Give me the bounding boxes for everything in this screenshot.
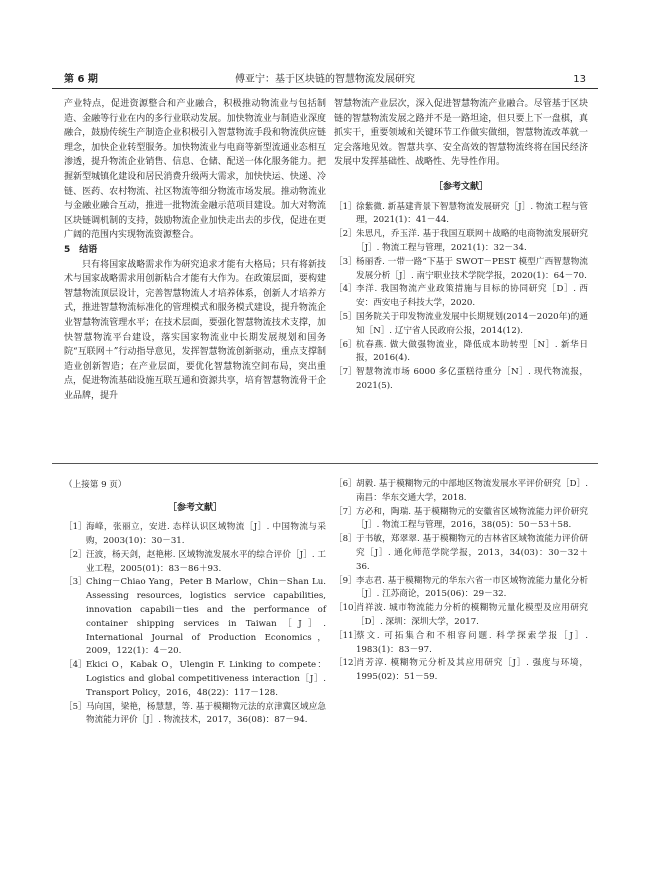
reference-number: ［10］ bbox=[334, 603, 363, 614]
reference-number: ［8］ bbox=[334, 534, 357, 545]
reference-item bbox=[334, 311, 588, 339]
reference-item bbox=[334, 602, 588, 630]
lower-right-column bbox=[334, 478, 588, 685]
reference-text: 肖祥波. 城市物流能力分析的模糊物元量化模型及应用研究［D］. 深圳：深圳大学，2017. bbox=[356, 603, 588, 627]
reference-number: ［6］ bbox=[334, 339, 357, 350]
upper-right-column bbox=[334, 97, 588, 394]
reference-text: 肖芳淳. 模糊物元分析及其应用研究［J］. 强度与环境，1995(02)：51－59. bbox=[356, 658, 588, 683]
running-header bbox=[52, 72, 598, 89]
reference-number: ［11］ bbox=[334, 630, 363, 641]
reference-item bbox=[334, 506, 588, 534]
reference-text: 李洋. 我国物流产业政策措施与目标的协同研究［D］. 西安：西安电子科技大学，2020. bbox=[356, 284, 588, 309]
issue-label: 第 6 期 bbox=[64, 74, 98, 85]
reference-number: ［5］ bbox=[64, 701, 87, 712]
reference-text: 李志君. 基于模糊物元的华东六省一市区域物流能力量化分析［J］. 江苏商论，2015(06)：29－32. bbox=[356, 575, 588, 600]
conclusion-paragraph-right: 智慧物流产业层次，深入促进智慧物流产业融合。尽管基于区块链的智慧物流发展之路并不是一路坦途，但只要上下一盘棋，真抓实干，重要领域和关键环节工作做实做细，智慧物流改革就一定会落地见效。智慧共享、安全高效的智慧物流终将在国民经济发展中发挥基础性、战略性、先导性作用。 bbox=[334, 99, 588, 168]
reference-text: Ching－Chiao Yang，Peter B Marlow，Chin－Shan Lu. Assessing resources, logistics service capabilities, innovation capabili－ties and the performance of container shipping services in Taiwan［J］. International Journal of Production Economics，2009，122(1)：4－20. bbox=[86, 577, 326, 657]
reference-item bbox=[64, 521, 326, 549]
reference-item bbox=[334, 339, 588, 367]
reference-number: ［2］ bbox=[334, 229, 357, 240]
reference-number: ［7］ bbox=[334, 506, 357, 517]
lower-references-list-left bbox=[64, 521, 326, 728]
reference-text: 朱思凡，乔玉洋. 基于我国互联网＋战略的电商物流发展研究［J］. 物流工程与管理，2021(1)：32－34. bbox=[356, 229, 588, 253]
reference-item bbox=[64, 576, 326, 659]
conclusion-paragraph-left: 只有将国家战略需求作为研究追求才能有大格局；只有将新技术与国家战略需求用创新粘合才能有大作为。在政策层面，要构建智慧物流顶层设计，完善智慧物流人才培养体系，创新人才培养方式，推进智慧物流标准化的管理模式和服务模式建设，提升物流企业智慧物流管理水平；在技术层面，要强化智慧物流技术支撑，加快智慧物流平台建设，落实国家物流业中长期发展规划和国务院“互联网＋”行动指导意见，发挥智慧物流创新驱动，重点支撑制造业创新智造；在产业层面，要优化智慧物流空间布局，突出重点，促进物流基础设施互联互通和资源共享，培育智慧物流骨干企业品牌，提升 bbox=[64, 259, 326, 401]
reference-item bbox=[334, 478, 588, 506]
reference-item bbox=[64, 659, 326, 700]
running-title: 傅亚宁：基于区块链的智慧物流发展研究 bbox=[235, 74, 415, 85]
reference-item bbox=[334, 657, 588, 685]
body-paragraph: 产业特点，促进资源整合和产业融合，积极推动物流业与包括制造、金融等行业在内的多行业联动发展。加快物流业与制造业深度融合，鼓励传统生产制造企业积极引入智慧物流手段和物流供应链理念，加快企业转型服务。加快物流业与电商等新型流通业态相互渗透，提升物流企业销售、信息、仓储、配送一体化服务能力。把握新型城镇化建设和居民消费升级两大需求，加快快运、快递、冷链、医药、农村物流、社区物流等细分物流市场发展。推动物流业与金融业融合互动，推进一批物流金融示范项目建设。加大对物流区块链调机制的支持，鼓励物流企业加快走出去的步伐，促进在更广阔的范围内实现物流资源整合。 bbox=[64, 99, 326, 241]
reference-item bbox=[334, 575, 588, 603]
section-divider bbox=[52, 463, 598, 464]
reference-text: 杨丽香. 一带一路”下基于 SWOT－PEST 模型广西智慧物流发展分析［J］. 南宁职业技术学院学报，2020(1)：64－70. bbox=[356, 256, 588, 281]
reference-text: 马向国，梁艳，杨慧慧，等. 基于模糊物元法的京津冀区域应急物流能力评价［J］. 物流技术，2017，36(08)：87－94. bbox=[86, 701, 326, 726]
reference-item bbox=[334, 283, 588, 311]
reference-number: ［3］ bbox=[334, 256, 357, 267]
reference-number: ［7］ bbox=[334, 367, 357, 378]
section-heading-conclusion: 5 结语 bbox=[64, 244, 98, 255]
continued-note: （上接第 9 页） bbox=[64, 480, 127, 490]
reference-number: ［9］ bbox=[334, 575, 357, 586]
page-number: 13 bbox=[573, 74, 586, 85]
reference-item bbox=[334, 256, 588, 284]
reference-text: 蔡文. 可拓集合和不相容问题. 科学探索学报［J］. 1983(1)：83－97. bbox=[356, 630, 588, 655]
reference-number: ［12］ bbox=[334, 658, 363, 669]
lower-left-column bbox=[64, 478, 326, 728]
reference-text: 杭春燕. 做大做强物流业，降低成本助转型［N］. 新华日报，2016(4). bbox=[356, 339, 588, 364]
reference-item bbox=[64, 701, 326, 729]
reference-item bbox=[334, 533, 588, 574]
reference-text: 国务院关于印发物流业发展中长期规划(2014－2020年)的通知［N］. 辽宁省人民政府公报，2014(12). bbox=[356, 311, 588, 336]
reference-item bbox=[334, 201, 588, 229]
reference-number: ［4］ bbox=[64, 660, 87, 671]
lower-references-heading: ［参考文献］ bbox=[167, 502, 222, 513]
references-list bbox=[334, 201, 588, 394]
upper-left-column bbox=[64, 97, 326, 403]
reference-item bbox=[334, 228, 588, 256]
reference-number: ［1］ bbox=[64, 522, 87, 533]
reference-item bbox=[64, 549, 326, 577]
reference-text: 于书敏，郑翠翠. 基于模糊物元的吉林省区域物流能力评价研究［J］. 通化师范学院学报，2013，34(03)：30－32＋36. bbox=[356, 534, 588, 572]
reference-number: ［1］ bbox=[334, 201, 357, 212]
reference-number: ［2］ bbox=[64, 549, 87, 560]
reference-text: 徐紫微. 新基建背景下智慧物流发展研究［J］. 物流工程与管理，2021(1)：41－44. bbox=[356, 201, 588, 226]
reference-text: 海峰，张丽立，安进. 态样认识区域物流［J］. 中国物流与采购，2003(10)：30－31. bbox=[86, 522, 326, 546]
reference-number: ［4］ bbox=[334, 284, 357, 295]
lower-references-list-right bbox=[334, 478, 588, 685]
reference-text: 方必和，陶瑞. 基于模糊物元的安徽省区域物流能力评价研究［J］. 物流工程与管理，2016，38(05)：50－53＋58. bbox=[356, 506, 588, 531]
reference-number: ［5］ bbox=[334, 311, 357, 322]
reference-number: ［3］ bbox=[64, 577, 87, 588]
reference-item bbox=[334, 630, 588, 658]
reference-text: Ekici O，Kabak O，Ulengin F. Linking to compete：Logistics and global competitiveness interaction［J］. Transport Policy，2016，48(22)：117－128. bbox=[86, 660, 326, 698]
reference-item bbox=[334, 366, 588, 394]
reference-number: ［6］ bbox=[334, 479, 357, 489]
references-heading: ［参考文献］ bbox=[433, 181, 488, 192]
reference-text: 汪波，杨天剑，赵艳彬. 区域物流发展水平的综合评价［J］. 工业工程，2005(01)：83－86＋93. bbox=[86, 549, 326, 574]
reference-text: 胡毅. 基于模糊物元的中部地区物流发展水平评价研究［D］. 南昌：华东交通大学，2018. bbox=[356, 479, 588, 503]
reference-text: 智慧物流市场 6000 多亿蛋糕待重分［N］. 现代物流报，2021(5). bbox=[356, 367, 588, 391]
